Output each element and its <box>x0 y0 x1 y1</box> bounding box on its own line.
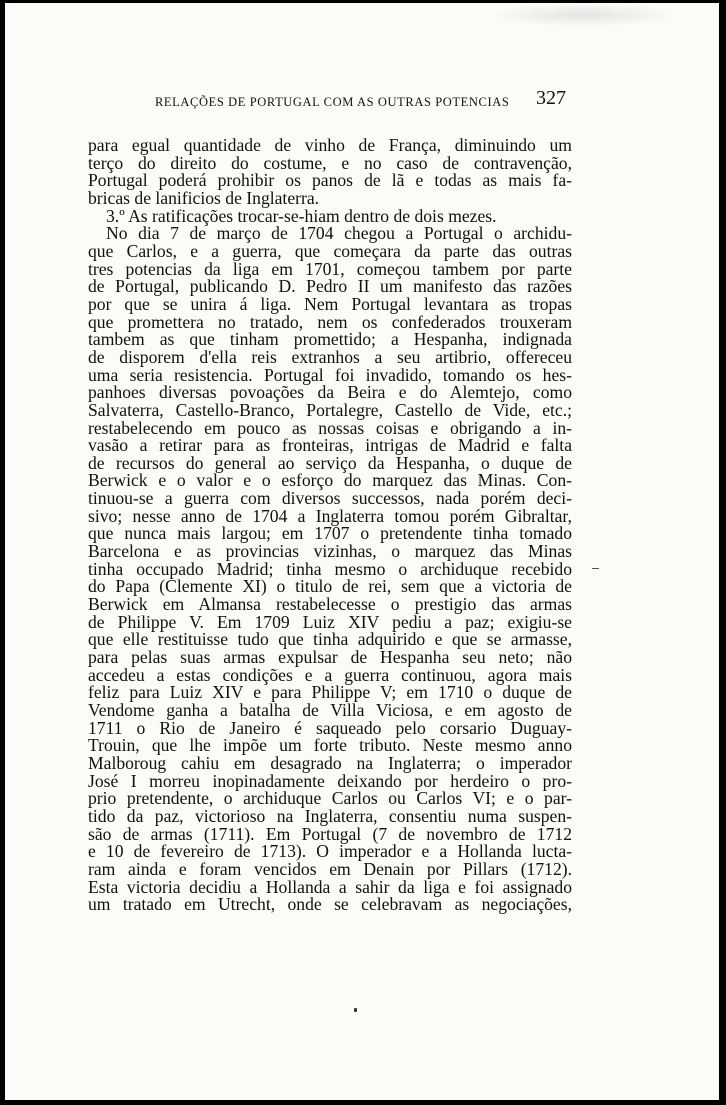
text-line: sivo; nesse anno de 1704 a Inglaterra tomou porém Gibraltar, <box>88 505 572 526</box>
text-line: accedeu a estas condições e a guerra continuou, agora mais <box>88 664 572 685</box>
text-line: de Portugal, publicando D. Pedro II um manifesto das razões <box>88 276 572 297</box>
page-number: 327 <box>536 87 566 109</box>
text-line: Portugal poderá prohibir os panos de lã e todas as mais fa- <box>88 170 572 191</box>
text-line: para egual quantidade de vinho de França, diminuindo um <box>88 135 572 155</box>
text-line: Trouin, que lhe impõe um forte tributo. Neste mesmo anno <box>88 735 572 756</box>
text-line: ram ainda e foram vencidos em Denain por Pillars (1712). <box>88 858 572 879</box>
text-line: feliz para Luiz XIV e para Philippe V; em 1710 o duque de <box>88 682 572 703</box>
running-header: RELAÇÕES DE PORTUGAL COM AS OUTRAS POTENCIAS <box>155 95 510 109</box>
text-line: tinuou-se a guerra com diversos successos, nada porém deci- <box>88 488 572 509</box>
text-line: 3.º As ratificações trocar-se-hiam dentro de dois mezes. <box>106 205 497 226</box>
text-line: panhoes diversas povoações da Beira e do Alemtejo, como <box>88 382 572 403</box>
text-line: Berwick e o valor e o esforço do marquez das Minas. Con- <box>88 470 572 491</box>
text-line: vasão a retirar para as fronteiras, intrigas de Madrid e falta <box>88 435 572 456</box>
text-line: que promettera no tratado, nem os confederados trouxeram <box>88 311 572 332</box>
text-line: tambem as que tinham promettido; a Hespanha, indignada <box>88 329 572 350</box>
text-line: José I morreu inopinadamente deixando por herdeiro o pro- <box>88 770 572 791</box>
text-line: de Philippe V. Em 1709 Luiz XIV pediu a paz; exigiu-se <box>88 611 572 632</box>
paper-stain <box>489 3 679 27</box>
text-line: tres potencias da liga em 1701, começou tambem por parte <box>88 258 572 279</box>
text-line: Malboroug cahiu em desagrado na Inglaterra; o imperador <box>88 752 572 773</box>
text-line: 1711 o Rio de Janeiro é saqueado pelo corsario Duguay- <box>88 717 572 738</box>
text-line: tinha occupado Madrid; tinha mesmo o archiduque recebido <box>88 558 572 579</box>
text-line: bricas de lanificios de Inglaterra. <box>88 187 320 208</box>
text-line: Berwick em Almansa restabelecesse o prestigio das armas <box>88 594 572 615</box>
text-line: Vendome ganha a batalha de Villa Viciosa, e em agosto de <box>88 700 572 720</box>
text-line: que elle restituisse tudo que tinha adquirido e que se armasse, <box>88 629 572 650</box>
text-line: No dia 7 de março de 1704 chegou a Portugal o archidu- <box>106 223 572 244</box>
book-page <box>5 3 719 1100</box>
text-line: prio pretendente, o archiduque Carlos ou Carlos VI; e o par- <box>88 788 572 809</box>
text-line: que nunca mais largou; em 1707 o pretendente tinha tomado <box>88 523 572 544</box>
text-line: terço do direito do costume, e no caso de contravenção, <box>88 152 572 173</box>
text-line: Barcelona e as provincias vizinhas, o marquez das Minas <box>88 541 572 562</box>
text-line: uma seria resistencia. Portugal foi invadido, tomando os hes- <box>88 364 572 385</box>
margin-mark <box>592 568 599 569</box>
text-line: um tratado em Utrecht, onde se celebravam as negociações, <box>88 894 572 915</box>
text-line: do Papa (Clemente XI) o titulo de rei, sem que a victoria de <box>88 576 572 597</box>
ink-speck <box>354 1008 357 1012</box>
text-line: Salvaterra, Castello-Branco, Portalegre, Castello de Vide, etc.; <box>88 399 572 420</box>
body-text <box>88 137 572 914</box>
text-line: tido da paz, victorioso na Inglaterra, consentiu numa suspen- <box>88 805 572 826</box>
text-line: por que se unira á liga. Nem Portugal levantara as tropas <box>88 293 572 314</box>
text-line: Esta victoria decidiu a Hollanda a sahir da liga e foi assignado <box>88 876 572 897</box>
text-line: de recursos do general ao serviço da Hespanha, o duque de <box>88 452 572 473</box>
text-line: e 10 de fevereiro de 1713). O imperador e a Hollanda lucta- <box>88 841 572 862</box>
text-line: de disporem d'ella reis extranhos a seu artibrio, offereceu <box>88 346 572 367</box>
text-line: que Carlos, e a guerra, que começara da parte das outras <box>88 240 572 261</box>
text-line: são de armas (1711). Em Portugal (7 de novembro de 1712 <box>88 823 572 844</box>
text-line: para pelas suas armas expulsar de Hespanha seu neto; não <box>88 647 572 668</box>
text-line: restabelecendo em pouco as nossas coisas e obrigando a in- <box>88 417 572 438</box>
